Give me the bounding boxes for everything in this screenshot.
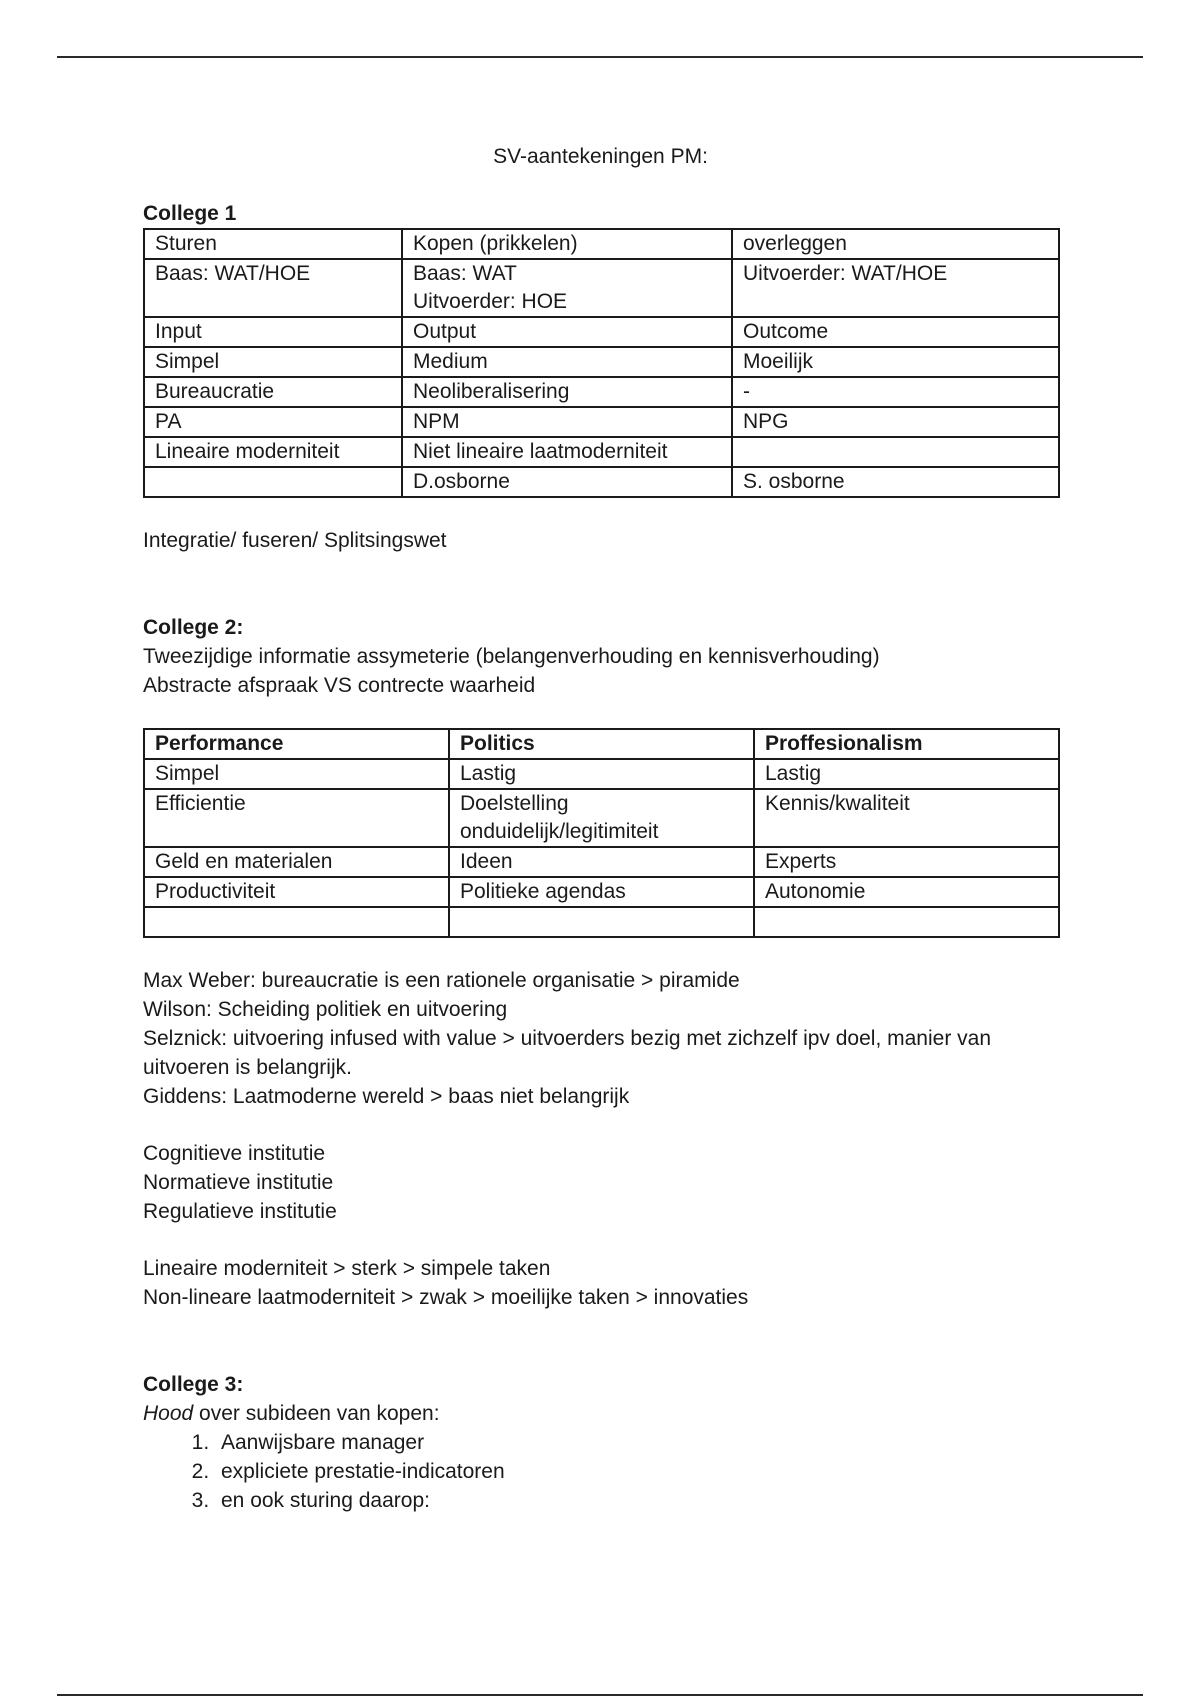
college-1-table [143, 228, 1060, 498]
hood-name: Hood [143, 1402, 194, 1425]
table-row [144, 789, 1059, 847]
table-row [144, 437, 1059, 467]
table-cell: Lastig [449, 759, 754, 789]
table-row [144, 907, 1059, 937]
table-cell: Efficientie [144, 789, 449, 847]
table-cell: PA [144, 407, 402, 437]
table-row [144, 759, 1059, 789]
table-cell: S. osborne [732, 467, 1059, 497]
table-cell: Input [144, 317, 402, 347]
college-3-intro [143, 1399, 1058, 1428]
table-cell: Ideen [449, 847, 754, 877]
table-cell: Productiviteit [144, 877, 449, 907]
document-title: SV-aantekeningen PM: [493, 145, 708, 168]
table-cell: Simpel [144, 759, 449, 789]
table-cell: Moeilijk [732, 347, 1059, 377]
table-row [144, 407, 1059, 437]
institutie-line: Regulatieve institutie [143, 1200, 337, 1223]
list-item: 2. expliciete prestatie-indicatoren [215, 1457, 1058, 1486]
table-cell: Sturen [144, 229, 402, 259]
table-cell: Baas: WAT/HOE [144, 259, 402, 317]
table-cell [144, 467, 402, 497]
college-2-line: Tweezijdige informatie assymeterie (belangenverhouding en kennisverhouding) [143, 645, 880, 668]
college-2-heading: College 2: [143, 616, 244, 639]
table-header-cell: Politics [449, 729, 754, 759]
table-cell: overleggen [732, 229, 1059, 259]
table-row [144, 259, 1059, 317]
table-cell: Lastig [754, 759, 1059, 789]
institutie-line: Cognitieve institutie [143, 1142, 326, 1165]
college-2-table [143, 728, 1060, 938]
table-cell: Baas: WAT Uitvoerder: HOE [402, 259, 732, 317]
table-cell: Output [402, 317, 732, 347]
table-row [144, 317, 1059, 347]
table-cell: Doelstelling onduidelijk/legitimiteit [449, 789, 754, 847]
table-cell: Uitvoerder: WAT/HOE [732, 259, 1059, 317]
table-cell: Experts [754, 847, 1059, 877]
table-cell: NPG [732, 407, 1059, 437]
table-cell: Politieke agendas [449, 877, 754, 907]
table-row [144, 347, 1059, 377]
college-3-list [143, 1428, 1058, 1515]
table-cell: Niet lineaire laatmoderniteit [402, 437, 732, 467]
table-cell: Geld en materialen [144, 847, 449, 877]
list-item: 1. Aanwijsbare manager [215, 1428, 1058, 1457]
table-cell: NPM [402, 407, 732, 437]
document-body [143, 142, 1058, 1515]
table-row [144, 377, 1059, 407]
college-3-intro-text: over subideen van kopen: [193, 1402, 440, 1425]
moderniteit-line: Non-lineare laatmoderniteit > zwak > moeilijke taken > innovaties [143, 1286, 749, 1309]
table-cell: Autonomie [754, 877, 1059, 907]
college-2-line: Abstracte afspraak VS contrecte waarheid [143, 674, 536, 697]
author-line: Giddens: Laatmoderne wereld > baas niet belangrijk [143, 1085, 630, 1108]
table-cell: Kennis/kwaliteit [754, 789, 1059, 847]
table-cell: Medium [402, 347, 732, 377]
moderniteit-line: Lineaire moderniteit > sterk > simpele taken [143, 1257, 551, 1280]
table-cell [754, 907, 1059, 937]
college-1-note: Integratie/ fuseren/ Splitsingswet [143, 529, 447, 552]
header-rule [57, 56, 1143, 58]
author-line: Max Weber: bureaucratie is een rationele organisatie > piramide [143, 969, 740, 992]
table-row [144, 847, 1059, 877]
table-header-cell: Proffesionalism [754, 729, 1059, 759]
table-header-row [144, 729, 1059, 759]
author-line: Selznick: uitvoering infused with value > uitvoerders bezig met zichzelf ipv doel, manier van uitvoeren is belangrijk. [143, 1027, 992, 1079]
table-cell [144, 907, 449, 937]
table-row [144, 877, 1059, 907]
table-cell [449, 907, 754, 937]
college-1-heading: College 1 [143, 202, 237, 225]
table-cell: D.osborne [402, 467, 732, 497]
table-cell: Neoliberalisering [402, 377, 732, 407]
table-cell: - [732, 377, 1059, 407]
institutie-line: Normatieve institutie [143, 1171, 334, 1194]
table-row [144, 229, 1059, 259]
author-line: Wilson: Scheiding politiek en uitvoering [143, 998, 508, 1021]
table-cell: Simpel [144, 347, 402, 377]
table-cell: Bureaucratie [144, 377, 402, 407]
table-cell: Kopen (prikkelen) [402, 229, 732, 259]
college-3-heading: College 3: [143, 1373, 244, 1396]
footer-rule [57, 1694, 1143, 1696]
table-header-cell: Performance [144, 729, 449, 759]
table-row [144, 467, 1059, 497]
table-cell: Outcome [732, 317, 1059, 347]
list-item: 3. en ook sturing daarop: [215, 1486, 1058, 1515]
table-cell: Lineaire moderniteit [144, 437, 402, 467]
table-cell [732, 437, 1059, 467]
